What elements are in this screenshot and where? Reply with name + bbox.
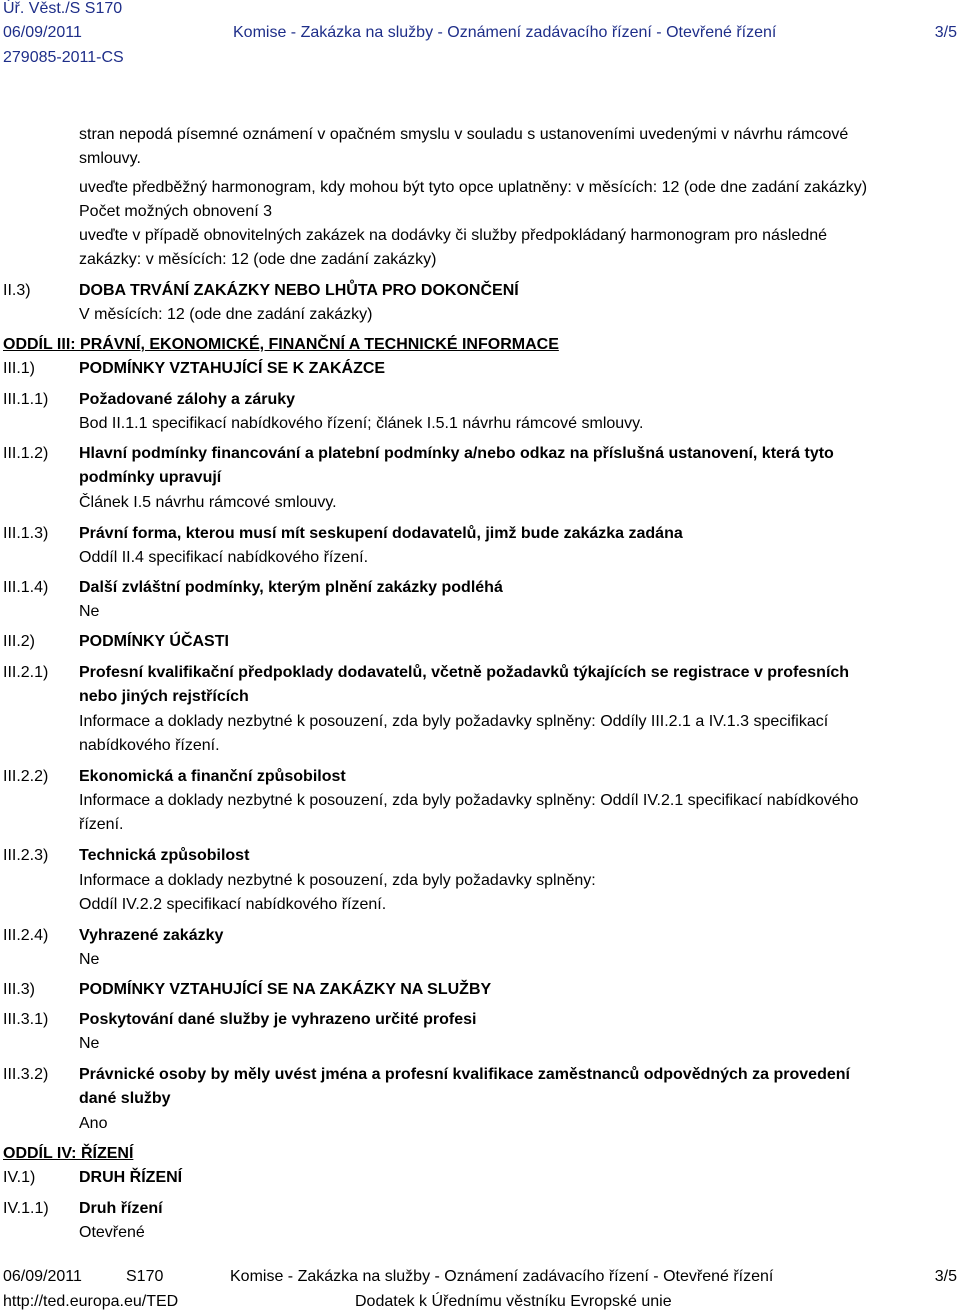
footer-series: S170 [126,1268,164,1285]
section-value: Oddíl II.4 specifikací nabídkového řízení. [79,549,369,566]
section-number: III.1) [3,360,36,377]
section-heading: Požadované zálohy a záruky [79,391,296,408]
continued-text-line: uveďte v případě obnovitelných zakázek na dodávky či služby předpokládaný harmonogram pro následné [79,227,828,244]
section-value: řízení. [79,816,124,833]
section-value: V měsících: 12 (ode dne zadání zakázky) [79,306,373,323]
section-value: Ano [79,1115,108,1132]
section-value: Informace a doklady nezbytné k posouzení, zda byly požadavky splněny: Oddíl IV.2.1 specifikací nabídkového [79,792,859,809]
section-heading: dané služby [79,1090,171,1107]
continued-text-line: smlouvy. [79,150,141,167]
footer-title: Komise - Zakázka na služby - Oznámení zadávacího řízení - Otevřené řízení [230,1268,774,1285]
section-number: III.1.4) [3,579,49,596]
section-number: III.2) [3,633,36,650]
footer-supplement: Dodatek k Úřednímu věstníku Evropské unie [355,1293,672,1310]
section-number: III.1.3) [3,525,49,542]
section-number: III.3.1) [3,1011,49,1028]
section-heading: Vyhrazené zakázky [79,927,224,944]
section-number: III.3) [3,981,36,998]
continued-text-line: stran nepodá písemné oznámení v opačném smyslu v souladu s ustanoveními uvedenými v návrhu rámcové [79,126,849,143]
section-value: Ne [79,951,100,968]
section-number: IV.1) [3,1169,36,1186]
section-number: III.2.4) [3,927,49,944]
section-heading: Další zvláštní podmínky, kterým plnění zakázky podléhá [79,579,503,596]
footer-date: 06/09/2011 [3,1268,82,1285]
section-number: III.1.1) [3,391,49,408]
header-page-number: 3/5 [934,24,957,41]
section-heading: Technická způsobilost [79,847,250,864]
section-heading: Druh řízení [79,1200,163,1217]
section-value: Otevřené [79,1224,145,1241]
continued-text-line: zakázky: v měsících: 12 (ode dne zadání zakázky) [79,251,437,268]
section-number: III.2.3) [3,847,49,864]
section-heading: DOBA TRVÁNÍ ZAKÁZKY NEBO LHŮTA PRO DOKONČENÍ [79,282,519,299]
section-heading: PODMÍNKY VZTAHUJÍCÍ SE K ZAKÁZCE [79,360,386,377]
section-heading: Poskytování dané služby je vyhrazeno určité profesi [79,1011,477,1028]
section-heading: DRUH ŘÍZENÍ [79,1169,183,1186]
footer-url[interactable]: http://ted.europa.eu/TED [3,1293,179,1310]
section-value: Informace a doklady nezbytné k posouzení, zda byly požadavky splněny: [79,872,596,889]
section-value: Ne [79,603,100,620]
continued-text-line: Počet možných obnovení 3 [79,203,273,220]
journal-ref: Úř. Věst./S S170 [3,0,123,17]
part-title: ODDÍL IV: ŘÍZENÍ [3,1145,134,1162]
section-heading: Právnické osoby by měly uvést jména a profesní kvalifikace zaměstnanců odpovědných za provedení [79,1066,850,1083]
section-heading: Profesní kvalifikační předpoklady dodavatelů, včetně požadavků týkajících se registrace v profesních [79,664,850,681]
section-value: Bod II.1.1 specifikací nabídkového řízení; článek I.5.1 návrhu rámcové smlouvy. [79,415,644,432]
section-heading: PODMÍNKY VZTAHUJÍCÍ SE NA ZAKÁZKY NA SLUŽBY [79,981,492,998]
section-value: nabídkového řízení. [79,737,220,754]
section-value: Článek I.5 návrhu rámcové smlouvy. [79,494,337,511]
section-value: Ne [79,1035,100,1052]
section-number: III.2.1) [3,664,49,681]
section-value: Oddíl IV.2.2 specifikací nabídkového řízení. [79,896,387,913]
section-value: Informace a doklady nezbytné k posouzení, zda byly požadavky splněny: Oddíly III.2.1 a IV.1.3 specifikací [79,713,829,730]
part-title: ODDÍL III: PRÁVNÍ, EKONOMICKÉ, FINANČNÍ A TECHNICKÉ INFORMACE [3,336,559,353]
section-number: III.1.2) [3,445,49,462]
header-title: Komise - Zakázka na služby - Oznámení zadávacího řízení - Otevřené řízení [233,24,777,41]
continued-text-line: uveďte předběžný harmonogram, kdy mohou být tyto opce uplatněny: v měsících: 12 (ode dne zadání zakázky) [79,179,868,196]
section-number: II.3) [3,282,31,299]
section-heading: Právní forma, kterou musí mít seskupení dodavatelů, jimž bude zakázka zadána [79,525,683,542]
footer-page-number: 3/5 [934,1268,957,1285]
document-id: 279085-2011-CS [3,49,124,66]
header-date: 06/09/2011 [3,24,82,41]
section-number: III.2.2) [3,768,49,785]
section-heading: Hlavní podmínky financování a platební podmínky a/nebo odkaz na příslušná ustanovení, která tyto [79,445,834,462]
section-heading: PODMÍNKY ÚČASTI [79,633,229,650]
section-heading: Ekonomická a finanční způsobilost [79,768,346,785]
section-heading: nebo jiných rejstřících [79,688,249,705]
section-number: III.3.2) [3,1066,49,1083]
section-heading: podmínky upravují [79,469,222,486]
section-number: IV.1.1) [3,1200,49,1217]
